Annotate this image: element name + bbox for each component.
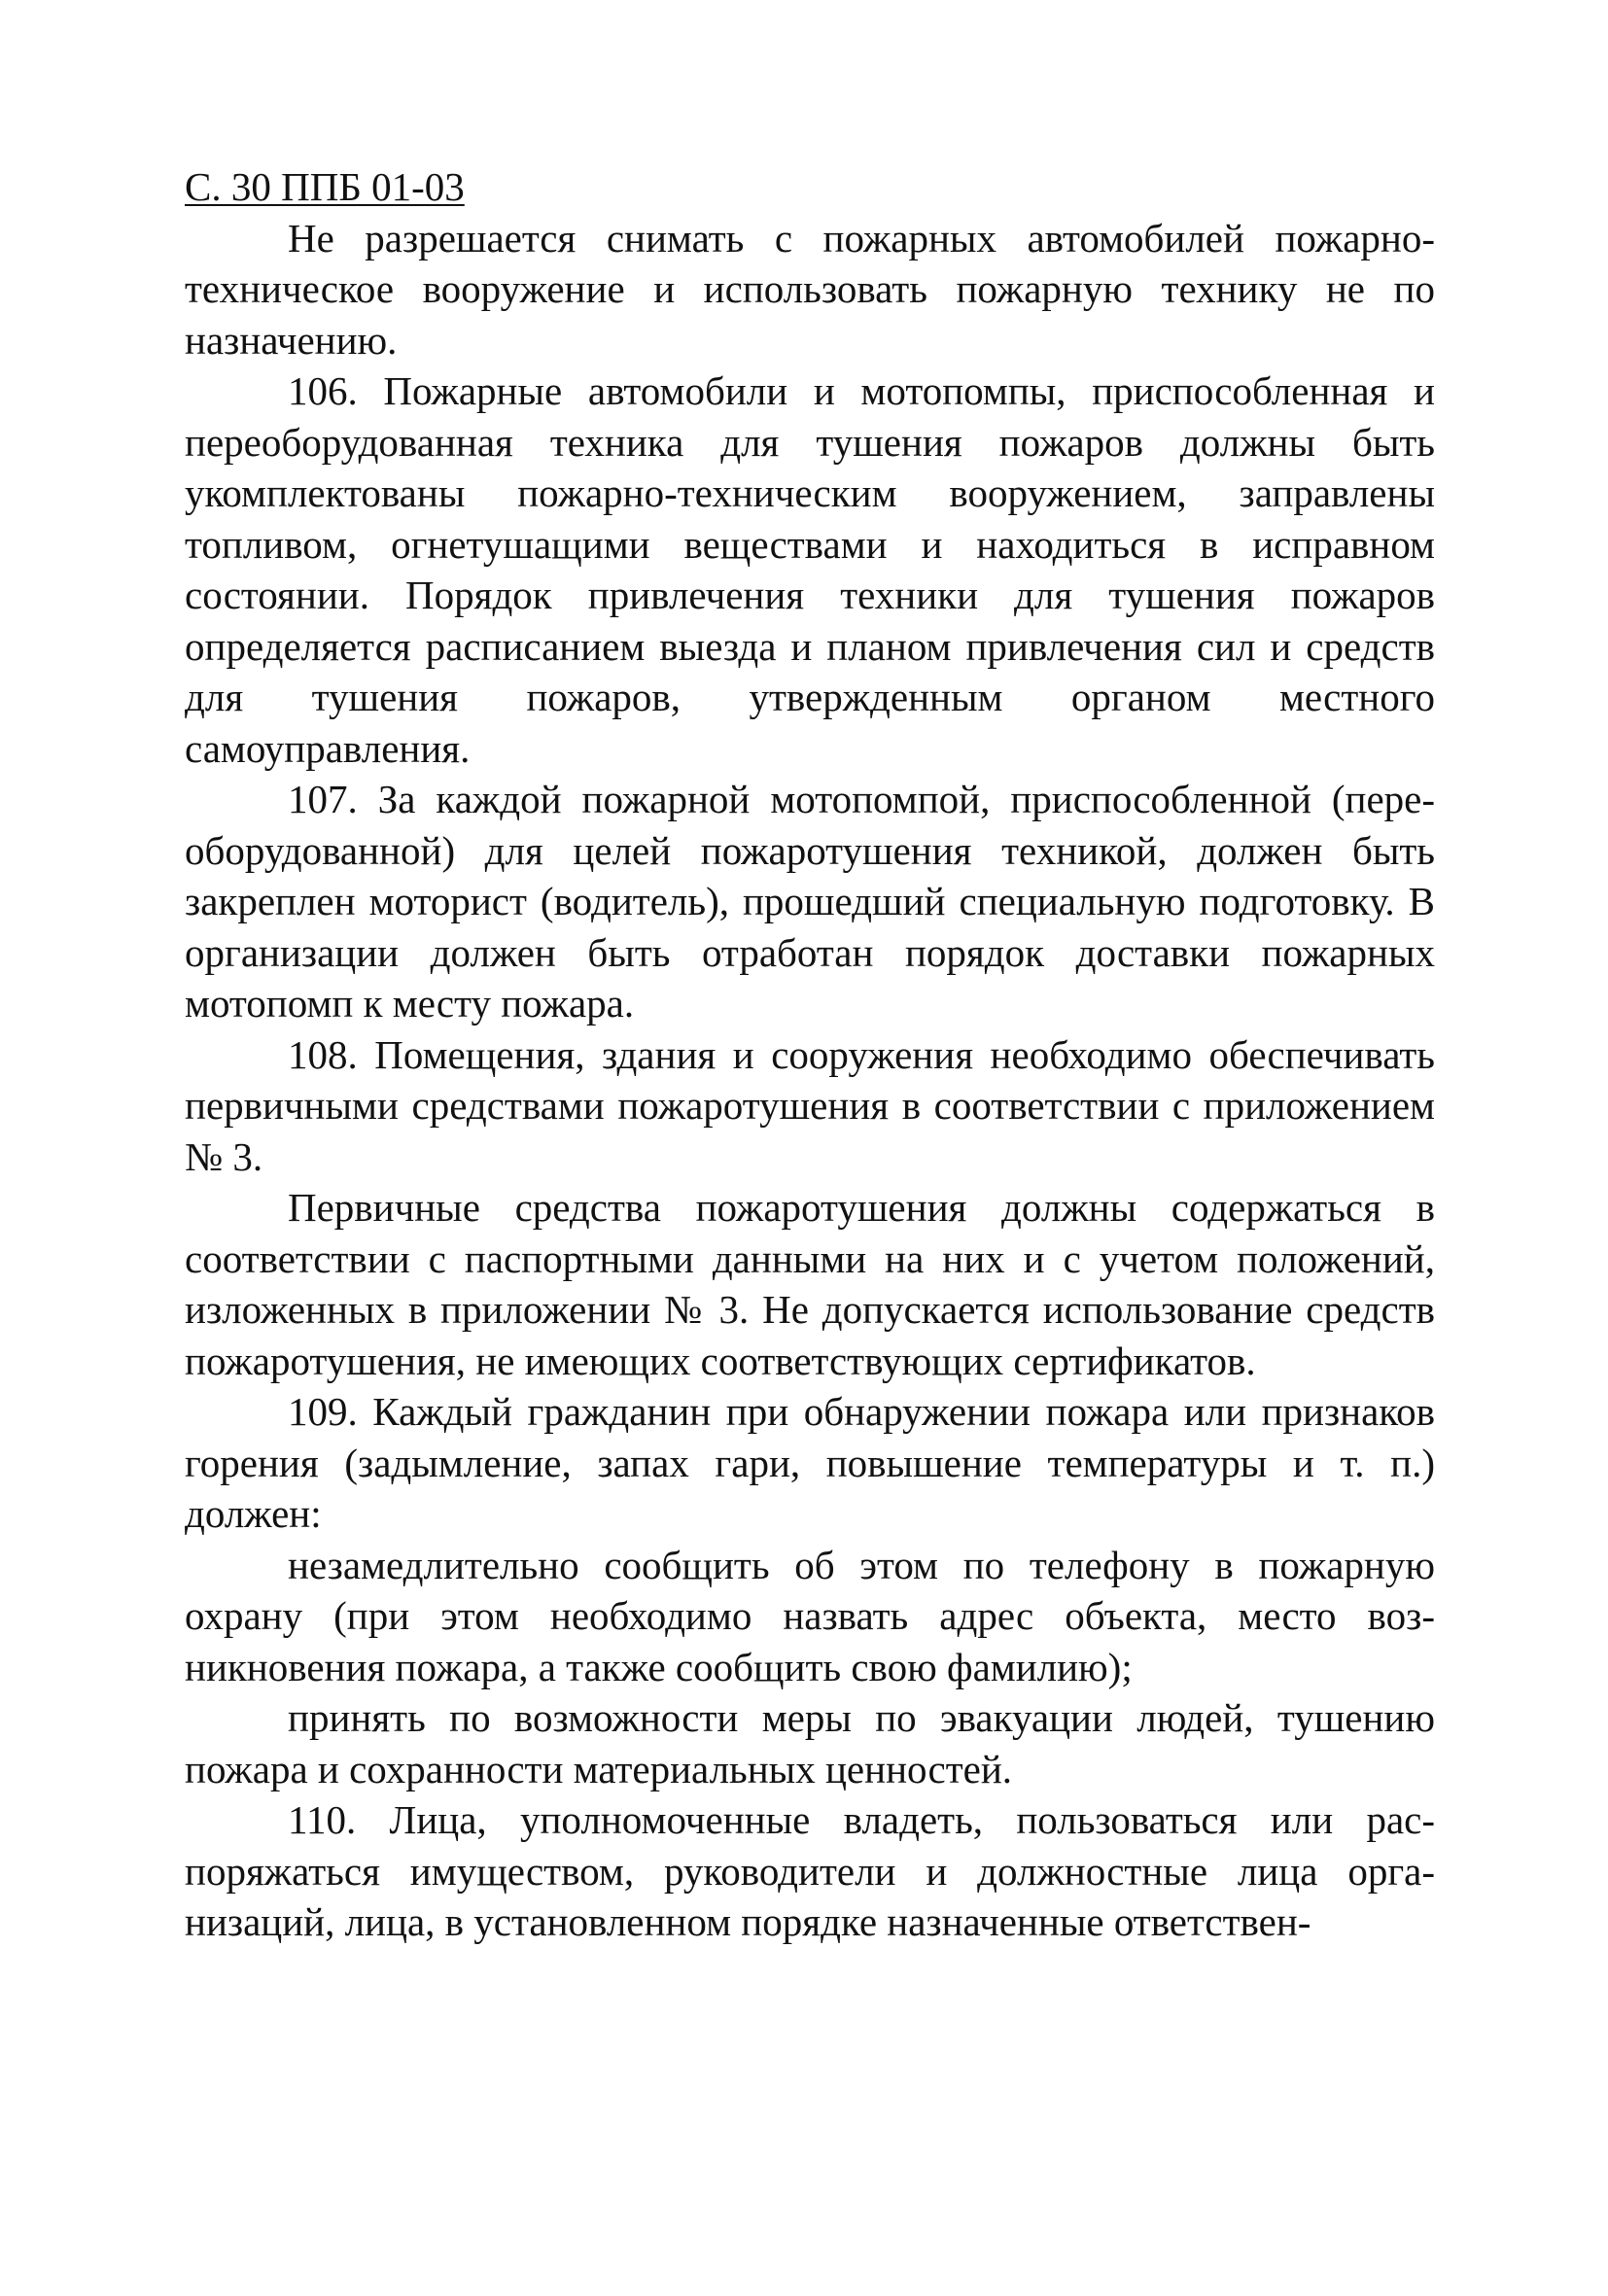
paragraph-109-report-fire: незамедлительно сообщить об этом по телефону в пожарную охрану (при этом необходимо назвать адрес объекта, место возникновения пожара, а также сообщить свою фамилию); — [185, 1542, 1435, 1689]
paragraph-106: 106. Пожарные автомобили и мотопомпы, приспособленная и переоборудованная техника для тушения пожаров должны быть укомплектованы пожарно-техническим вооружением, заправлены топливом, огнетушащими веществами и находиться в исправном состоянии. Порядок привлечения техники для тушения пожаров определяется расписанием выезда и планом привлечения сил и средств для тушения пожаров, утвержденным органом местного самоуправления. — [185, 368, 1435, 771]
document-body — [185, 161, 1435, 1948]
paragraph-primary-extinguishing-means: Первичные средства пожаротушения должны содержаться в соответствии с паспортными данными на них и с учетом положений, изложенных в приложении № 3. Не допускается использование средств пожаротушения, не имеющих соответствующих сертификатов. — [185, 1185, 1435, 1383]
paragraph-108: 108. Помещения, здания и сооружения необходимо обеспечивать первичными средствами пожаротушения в соответствии с приложением № 3. — [185, 1031, 1435, 1179]
paragraph-fire-equipment-use: Не разрешается снимать с пожарных автомобилей пожарно-техническое вооружение и использовать пожарную технику не по назначению. — [185, 215, 1435, 363]
paragraph-110: 110. Лица, уполномоченные владеть, пользоваться или распоряжаться имуществом, руководители и должностные лица организаций, лица, в установленном порядке назначенные ответствен- — [185, 1797, 1435, 1944]
running-header: С. 30 ППБ 01-03 — [185, 164, 465, 209]
paragraph-107: 107. За каждой пожарной мотопомпой, приспособленной (переоборудованной) для целей пожаротушения техникой, должен быть закреплен моторист (водитель), прошедший специальную подготовку. В организации должен быть отработан порядок доставки пожарных мотопомп к месту пожара. — [185, 777, 1435, 1026]
paragraph-109: 109. Каждый гражданин при обнаружении пожара или признаков горения (задымление, запах гари, повышение температуры и т. п.) должен: — [185, 1389, 1435, 1536]
paragraph-109-evacuation: принять по возможности меры по эвакуации людей, тушению пожара и сохранности материальных ценностей. — [185, 1695, 1435, 1792]
